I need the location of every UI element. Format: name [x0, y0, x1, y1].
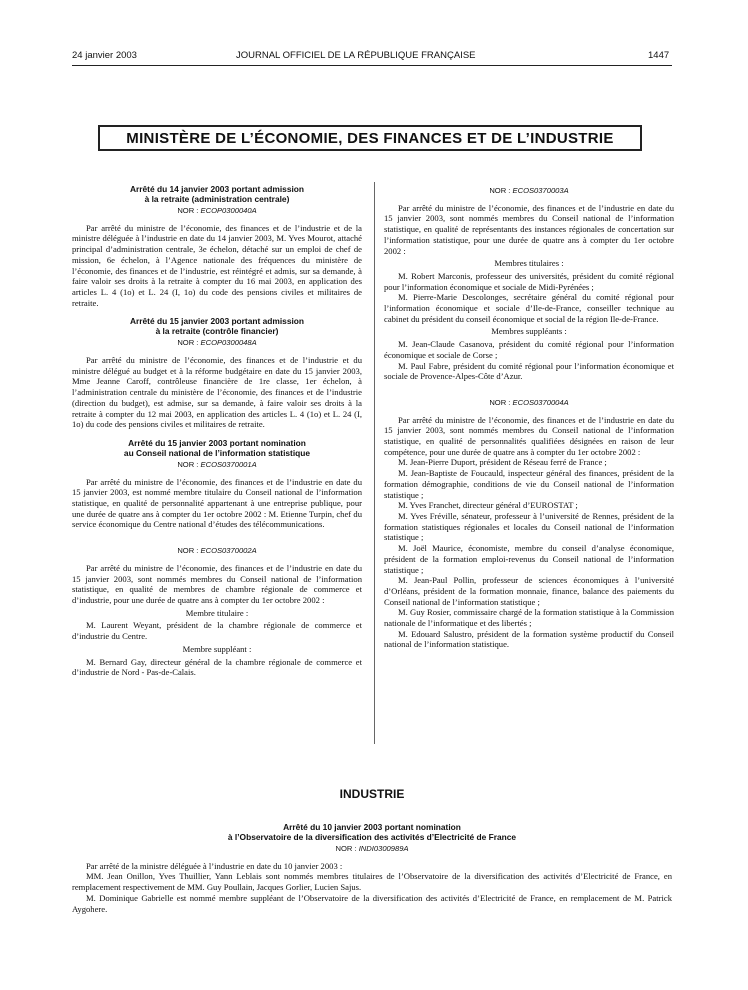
journal-title: JOURNAL OFFICIEL DE LA RÉPUBLIQUE FRANÇAISE: [236, 50, 476, 61]
decree-body: Par arrêté du ministre de l’économie, des finances et de l’industrie et du ministre délégué au budget et à la réforme budgétaire en date du 15 janvier 2003, Mme Jeanne Caroff, contrôleuse financière de 1re classe, 1er échelon, à l’administration centrale du ministère de l’économie, des finances et de l’industrie (direction du budget), est admise, sur sa demande, à faire valoir ses droits à la retraite à compter du 12 mai 2003, en application des articles L. 4 (1o) et L. 24 (I, 1o) du code des pensions civiles et militaires de retraite.: [72, 355, 362, 430]
nor-reference: NOR : ECOS0370003A: [489, 186, 569, 195]
header-date: 24 janvier 2003: [72, 50, 137, 61]
member-entry: M. Jean-Paul Pollin, professeur de sciences économiques à l’université d’Orléans, président de la formation monnaie, finance, balance des paiements du Conseil national de l’information statistique ;: [384, 575, 674, 607]
nor-reference: NOR : ECOS0370004A: [489, 397, 569, 407]
decree-title: Arrêté du 15 janvier 2003 portant admission à la retraite (contrôle financier): [129, 316, 305, 337]
decree-title: Arrêté du 10 janvier 2003 portant nomination à l’Observatoire de la diversification des activités d’Electricité de France: [227, 822, 517, 842]
decree-nomination-cnis: [72, 438, 362, 530]
ministry-title: MINISTÈRE DE L’ÉCONOMIE, DES FINANCES ET DE L’INDUSTRIE: [126, 129, 614, 147]
member-entry: M. Jean-Baptiste de Foucauld, inspecteur général des finances, président de la formation démographie, conditions de vie du Conseil national de l’information statistique ;: [384, 468, 674, 500]
member-entry: M. Pierre-Marie Descolonges, secrétaire général du comité régional pour l’information économique et sociale d’Ile-de-France, conseiller technique au cabinet du président du conseil économique et social de la région Ile-de-France.: [384, 292, 674, 324]
decree-observatoire-edf: [72, 822, 672, 914]
decree-retraite-controle: [72, 316, 362, 430]
decree-personnalites-qualifiees: [384, 398, 674, 650]
member-entry: M. Jean-Pierre Duport, président de Réseau ferré de France ;: [398, 457, 607, 468]
decree-instances-regionales: [384, 186, 674, 382]
member-heading: Membre titulaire :: [185, 607, 249, 618]
member-heading: Membres titulaires :: [494, 258, 564, 269]
member-heading: Membre suppléant :: [182, 643, 252, 654]
member-heading: Membres suppléants :: [491, 326, 567, 337]
member-entry: M. Jean-Claude Casanova, président du comité régional pour l’information économique et sociale de Corse ;: [384, 339, 674, 360]
member-entry: M. Guy Rosier, commissaire chargé de la formation statistique à la Commission nationale de l’informatique et des libertés ;: [384, 607, 674, 629]
decree-body: Par arrêté du ministre de l’économie, des finances et de l’industrie et de la ministre déléguée à l’industrie en date du 14 janvier 2003, M. Yves Mourot, attaché principal d’administration centrale, 3e échelon, détaché sur un emploi de chef de mission, 6e échelon, à l’Agence nationale des fréquences du ministère de l’économie, des finances et de l’industrie, est réintégré et admis, sur sa demande, à faire valoir ses droits à la retraite à compter du 16 mai 2003, en application des articles L. 4 (1o) et L. 24 (I, 1o) du code des pensions civiles et militaires de retraite.: [72, 222, 362, 308]
decree-body: Par arrêté de la ministre déléguée à l’industrie en date du 10 janvier 2003 :: [86, 860, 343, 871]
nor-reference: NOR : INDI0300989A: [335, 844, 409, 853]
right-column: [384, 184, 674, 650]
member-entry: M. Robert Marconis, professeur des universités, président du comité régional pour l’information économique et sociale de Midi-Pyrénées ;: [384, 270, 674, 292]
nor-reference: NOR : ECOP0300048A: [177, 338, 257, 348]
header-rule: [72, 65, 672, 66]
member-entry: M. Yves Fréville, sénateur, professeur à l’université de Rennes, président de la formation statistiques régionales et locales du Conseil national de l’information statistique ;: [384, 510, 674, 543]
nor-reference: NOR : ECOS0370002A: [177, 546, 257, 556]
decree-body: Par arrêté du ministre de l’économie, des finances et de l’industrie en date du 15 janvier 2003, sont nommés membres du Conseil national de l’information statistique, en qualité de représentants des instances régionales de concertation sur l’information statistique, pour une durée de quatre ans à compter du 1er octobre 2002 :: [384, 202, 674, 256]
decree-title: Arrêté du 14 janvier 2003 portant admission à la retraite (administration centrale): [129, 184, 305, 204]
member-entry: M. Edouard Salustro, président de la formation système productif du Conseil national de l’information statistique.: [384, 628, 674, 650]
decree-body: MM. Jean Onillon, Yves Thuillier, Yann Leblais sont nommés membres titulaires de l’Observatoire de la diversification des activités d’Electricité de France, en remplacement respectivement de MM. Guy Poullain, Jacques Gorlier, Lucien Sajus.: [72, 871, 672, 893]
decree-nomination-chambre: [72, 546, 362, 678]
decree-retraite-centrale: [72, 184, 362, 308]
decree-body: M. Dominique Gabrielle est nommé membre suppléant de l’Observatoire de la diversification des activités d’Electricité de France, en remplacement de M. Patrick Aygohere.: [72, 892, 672, 914]
member-entry: M. Bernard Gay, directeur général de la chambre régionale de commerce et d’industrie de Nord - Pas-de-Calais.: [72, 656, 362, 678]
decree-title: Arrêté du 15 janvier 2003 portant nomination au Conseil national de l’information statistique: [123, 437, 311, 458]
decree-body: Par arrêté du ministre de l’économie, des finances et de l’industrie en date du 15 janvier 2003, sont nommés membres du Conseil national de l’information statistique, en qualité de membres de chambre régionale de commerce et d’industrie, pour une durée de quatre ans à compter du 1er octobre 2002 :: [72, 562, 362, 605]
left-column: [72, 184, 362, 678]
decree-body: Par arrêté du ministre de l’économie, des finances et de l’industrie en date du 15 janvier 2003, sont nommés membres du Conseil national de l’information statistique, en qualité de personnalités qualifiées désignées en raison de leur compétence, pour une durée de quatre ans à compter du 1er octobre 2002 :: [384, 414, 674, 457]
column-divider: [374, 182, 375, 744]
ministry-title-box: [98, 125, 642, 151]
member-entry: M. Paul Fabre, président du comité régional pour l’information économique et sociale de Provence-Alpes-Côte d’Azur.: [384, 360, 674, 382]
member-entry: M. Joël Maurice, économiste, membre du conseil d’analyse économique, président de la formation emploi-revenus du Conseil national de l’information statistique ;: [384, 543, 674, 575]
member-entry: M. Yves Franchet, directeur général d’EUROSTAT ;: [398, 500, 578, 511]
section-heading-industrie: INDUSTRIE: [339, 787, 405, 801]
decree-body: Par arrêté du ministre de l’économie, des finances et de l’industrie en date du 15 janvier 2003, est nommé membre titulaire du Conseil national de l’information statistique, en qualité de personnalité appartenant à une entreprise publique, pour une durée de quatre ans à compter du 1er octobre 2002 : M. Etienne Turpin, chef du service économique du Centre national d’études des télécommunications.: [72, 476, 362, 530]
nor-reference: NOR : ECOP0300040A: [177, 206, 257, 215]
page-number: 1447: [648, 50, 670, 61]
member-entry: M. Laurent Weyant, président de la chambre régionale de commerce et d’industrie du Centre.: [72, 620, 362, 642]
nor-reference: NOR : ECOS0370001A: [177, 459, 257, 469]
